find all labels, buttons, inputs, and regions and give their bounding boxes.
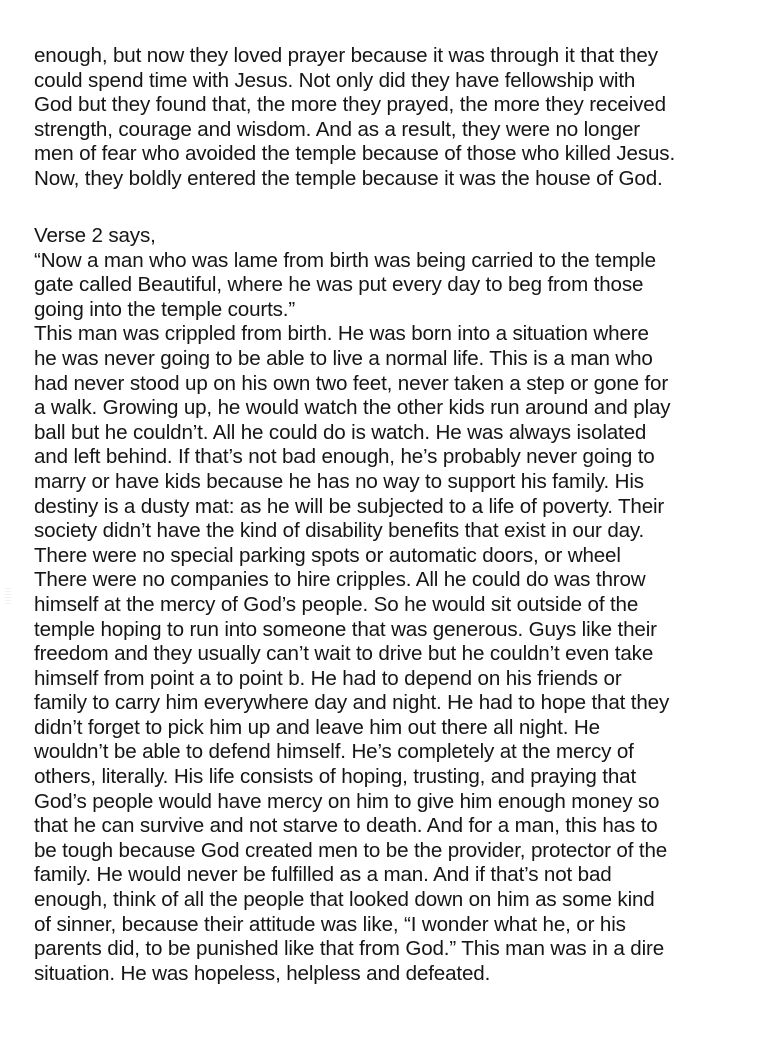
text-line: There were no special parking spots or automatic doors, or wheel xyxy=(34,543,621,567)
text-line: parents did, to be punished like that from God.” This man was in a dire xyxy=(34,937,664,961)
text-line: wouldn’t be able to defend himself. He’s completely at the mercy of xyxy=(34,740,634,764)
text-line: of sinner, because their attitude was like, “I wonder what he, or his xyxy=(34,912,626,936)
text-line: This man was crippled from birth. He was born into a situation where xyxy=(34,322,649,346)
text-line: be tough because God created men to be the provider, protector of the xyxy=(34,838,668,862)
text-line: destiny is a dusty mat: as he will be subjected to a life of poverty. Their xyxy=(34,494,665,518)
quote-line: gate called Beautiful, where he was put every day to beg from those xyxy=(34,273,644,297)
text-line: that he can survive and not starve to death. And for a man, this has to xyxy=(34,814,658,838)
text-line: could spend time with Jesus. Not only did they have fellowship with xyxy=(34,68,636,92)
text-line: a walk. Growing up, he would watch the other kids run around and play xyxy=(34,396,671,420)
text-line: God but they found that, the more they prayed, the more they received xyxy=(34,93,666,117)
text-line: himself from point a to point b. He had to depend on his friends or xyxy=(34,666,622,690)
text-line: freedom and they usually can’t wait to drive but he couldn’t even take xyxy=(34,642,654,666)
text-line: temple hoping to run into someone that was generous. Guys like their xyxy=(34,617,657,641)
scan-artifact xyxy=(5,588,11,604)
text-line: strength, courage and wisdom. And as a result, they were no longer xyxy=(34,117,640,141)
paragraph-2 xyxy=(34,224,744,986)
quote-line: “Now a man who was lame from birth was being carried to the temple xyxy=(34,248,656,272)
text-line: had never stood up on his own two feet, never taken a step or gone for xyxy=(34,371,669,395)
text-line: marry or have kids because he has no way to support his family. His xyxy=(34,469,644,493)
text-line: family. He would never be fulfilled as a man. And if that’s not bad xyxy=(34,863,612,887)
text-line: ball but he couldn’t. All he could do is watch. He was always isolated xyxy=(34,420,647,444)
text-line: didn’t forget to pick him up and leave him out there all night. He xyxy=(34,715,600,739)
text-line: situation. He was hopeless, helpless and defeated. xyxy=(34,961,491,985)
text-line: God’s people would have mercy on him to give him enough money so xyxy=(34,789,660,813)
text-line: others, literally. His life consists of hoping, trusting, and praying that xyxy=(34,765,637,789)
text-line: society didn’t have the kind of disability benefits that exist in our day. xyxy=(34,519,645,543)
verse-reference: Verse 2 says, xyxy=(34,224,156,247)
text-line: enough, but now they loved prayer because it was through it that they xyxy=(34,44,658,67)
text-line: Now, they boldly entered the temple because it was the house of God. xyxy=(34,166,663,190)
text-line: men of fear who avoided the temple because of those who killed Jesus. xyxy=(34,142,676,166)
text-line: There were no companies to hire cripples. All he could do was throw xyxy=(34,568,646,592)
text-line: and left behind. If that’s not bad enough, he’s probably never going to xyxy=(34,445,655,469)
quote-line: going into the temple courts.” xyxy=(34,297,296,321)
text-line: himself at the mercy of God’s people. So he would sit outside of the xyxy=(34,592,639,616)
text-line: enough, think of all the people that looked down on him as some kind xyxy=(34,888,655,912)
paragraph-1 xyxy=(34,44,744,192)
text-line: family to carry him everywhere day and night. He had to hope that they xyxy=(34,691,670,715)
text-line: he was never going to be able to live a normal life. This is a man who xyxy=(34,346,653,370)
